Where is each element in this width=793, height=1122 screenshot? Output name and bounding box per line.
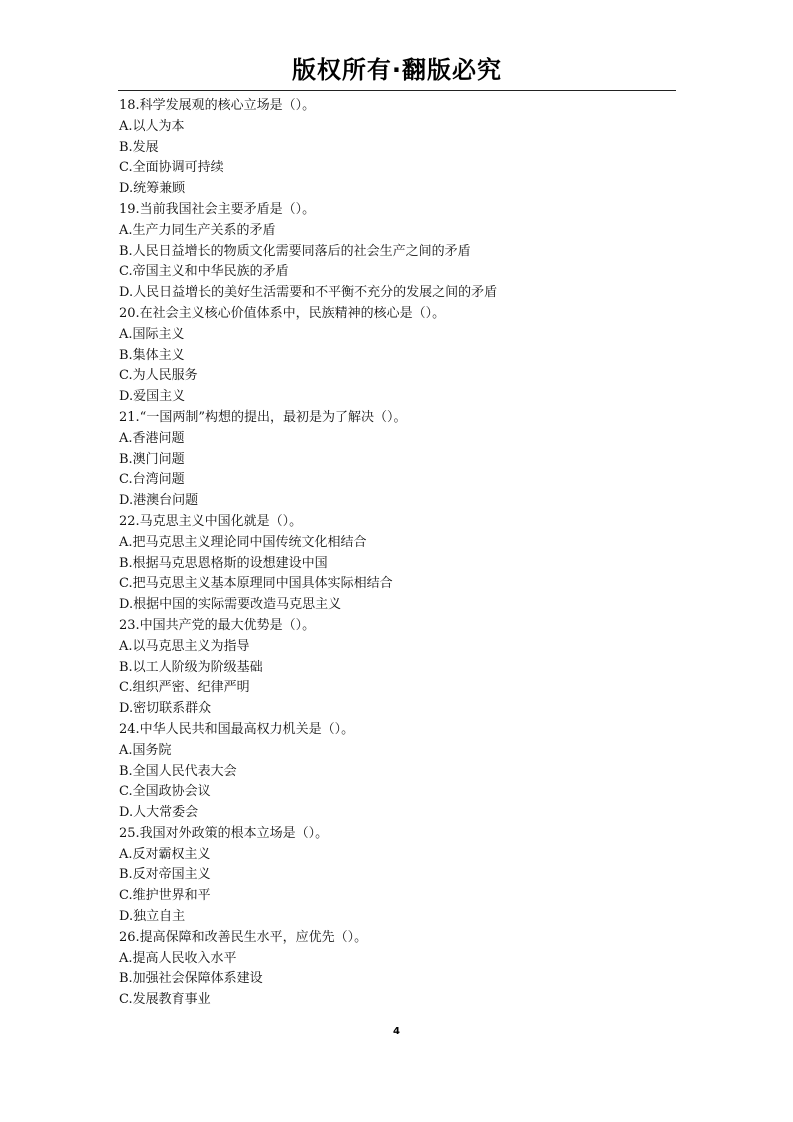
answer-option: C.组织严密、纪律严明 <box>119 680 250 696</box>
answer-option: A.以人为本 <box>119 118 185 134</box>
answer-option: C.全面协调可持续 <box>119 160 224 176</box>
question-stem: 26.提高保障和改善民生水平，应优先（）。 <box>119 929 368 945</box>
question-stem: 19.当前我国社会主要矛盾是（）。 <box>119 201 316 217</box>
header-title: 版权所有·翻版必究 <box>291 56 503 84</box>
answer-option: D.港澳台问题 <box>119 493 199 509</box>
answer-option: B.加强社会保障体系建设 <box>119 971 263 987</box>
answer-option: B.反对帝国主义 <box>119 867 211 883</box>
answer-option: D.密切联系群众 <box>119 701 212 717</box>
answer-option: A.香港问题 <box>119 430 185 446</box>
question-block <box>119 928 679 1011</box>
answer-option: D.人民日益增长的美好生活需要和不平衡不充分的发展之间的矛盾 <box>119 285 498 301</box>
answer-option: B.集体主义 <box>119 347 185 363</box>
answer-option: D.统筹兼顾 <box>119 181 186 197</box>
answer-option: D.独立自主 <box>119 909 186 925</box>
answer-option: A.把马克思主义理论同中国传统文化相结合 <box>119 534 367 550</box>
question-block <box>119 512 679 616</box>
answer-option: B.全国人民代表大会 <box>119 763 237 779</box>
answer-option: B.根据马克思恩格斯的设想建设中国 <box>119 555 328 571</box>
answer-option: C.全国政协会议 <box>119 784 211 800</box>
answer-option: C.发展教育事业 <box>119 992 211 1008</box>
question-block <box>119 408 679 512</box>
answer-option: B.以工人阶级为阶级基础 <box>119 659 263 675</box>
answer-option: C.维护世界和平 <box>119 888 211 904</box>
answer-option: B.发展 <box>119 139 159 155</box>
answer-option: A.以马克思主义为指导 <box>119 638 250 654</box>
answer-option: A.生产力同生产关系的矛盾 <box>119 222 276 238</box>
question-block <box>119 616 679 720</box>
answer-option: B.人民日益增长的物质文化需要同落后的社会生产之间的矛盾 <box>119 243 471 259</box>
question-stem: 22.马克思主义中国化就是（）。 <box>119 513 303 529</box>
answer-option: A.提高人民收入水平 <box>119 950 237 966</box>
question-block <box>119 824 679 928</box>
page-number: 4 <box>393 1026 400 1037</box>
answer-option: C.把马克思主义基本原理同中国具体实际相结合 <box>119 576 393 592</box>
answer-option: C.为人民服务 <box>119 368 198 384</box>
question-stem: 25.我国对外政策的根本立场是（）。 <box>119 825 329 841</box>
answer-option: A.国务院 <box>119 742 172 758</box>
question-list <box>119 96 679 1011</box>
question-stem: 20.在社会主义核心价值体系中，民族精神的核心是（）。 <box>119 305 446 321</box>
answer-option: D.爱国主义 <box>119 389 186 405</box>
page-header <box>118 52 676 91</box>
answer-option: D.人大常委会 <box>119 805 199 821</box>
answer-option: D.根据中国的实际需要改造马克思主义 <box>119 597 342 613</box>
question-block <box>119 720 679 824</box>
question-stem: 24.中华人民共和国最高权力机关是（）。 <box>119 721 355 737</box>
answer-option: A.国际主义 <box>119 326 185 342</box>
answer-option: C.帝国主义和中华民族的矛盾 <box>119 264 289 280</box>
answer-option: A.反对霸权主义 <box>119 846 211 862</box>
answer-option: C.台湾问题 <box>119 472 185 488</box>
question-stem: 18.科学发展观的核心立场是（）。 <box>119 98 316 113</box>
question-block <box>119 96 679 200</box>
question-stem: 21.“一国两制”构想的提出，最初是为了解决（）。 <box>119 409 407 425</box>
question-block <box>119 200 679 304</box>
question-stem: 23.中国共产党的最大优势是（）。 <box>119 617 316 633</box>
answer-option: B.澳门问题 <box>119 451 185 467</box>
question-block <box>119 304 679 408</box>
